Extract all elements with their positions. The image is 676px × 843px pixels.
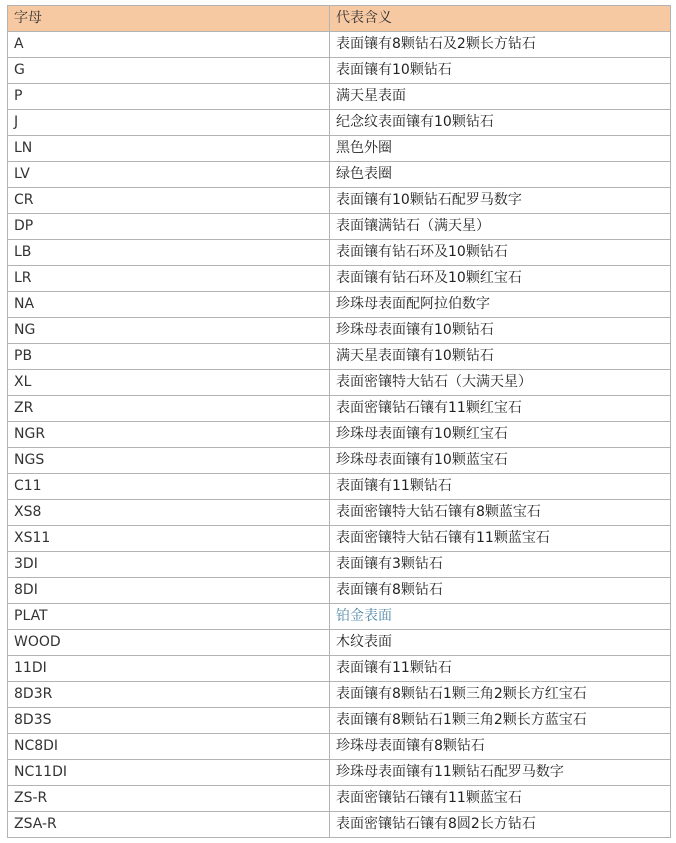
table-row (8, 526, 671, 552)
table-row (8, 344, 671, 370)
row-meaning: 表面镶有8颗钻石及2颗长方钻石 (330, 32, 671, 58)
row-code: A (8, 32, 330, 58)
table-row (8, 708, 671, 734)
row-meaning: 纪念纹表面镶有10颗钻石 (330, 110, 671, 136)
table-row (8, 656, 671, 682)
table-row (8, 474, 671, 500)
table-row (8, 84, 671, 110)
table-row (8, 812, 671, 838)
header-meaning: 代表含义 (330, 6, 671, 32)
row-meaning: 珍珠母表面配阿拉伯数字 (330, 292, 671, 318)
row-meaning: 黑色外圈 (330, 136, 671, 162)
row-code: NGS (8, 448, 330, 474)
table-row (8, 552, 671, 578)
table-row (8, 162, 671, 188)
table-row (8, 422, 671, 448)
row-code: J (8, 110, 330, 136)
table-row (8, 734, 671, 760)
row-meaning: 表面镶满钻石（满天星） (330, 214, 671, 240)
row-meaning: 表面镶有钻石环及10颗红宝石 (330, 266, 671, 292)
table-row (8, 188, 671, 214)
table-row (8, 760, 671, 786)
row-code: 8DI (8, 578, 330, 604)
header-letter: 字母 (8, 6, 330, 32)
row-meaning: 表面镶有11颗钻石 (330, 656, 671, 682)
table-row (8, 604, 671, 630)
table-body (8, 32, 671, 838)
row-code: LV (8, 162, 330, 188)
row-meaning: 珍珠母表面镶有10颗钻石 (330, 318, 671, 344)
row-code: 8D3S (8, 708, 330, 734)
row-meaning: 珍珠母表面镶有10颗红宝石 (330, 422, 671, 448)
row-code: ZR (8, 396, 330, 422)
row-code: PB (8, 344, 330, 370)
row-meaning: 表面密镶特大钻石（大满天星） (330, 370, 671, 396)
row-code: PLAT (8, 604, 330, 630)
table-row (8, 396, 671, 422)
row-meaning: 表面密镶钻石镶有11颗红宝石 (330, 396, 671, 422)
row-meaning: 表面镶有10颗钻石 (330, 58, 671, 84)
table-row (8, 214, 671, 240)
row-code: ZSA-R (8, 812, 330, 838)
row-code: 3DI (8, 552, 330, 578)
watch-code-table (7, 5, 671, 838)
table-header-row (8, 6, 671, 32)
row-code: NG (8, 318, 330, 344)
table-row (8, 318, 671, 344)
row-code: P (8, 84, 330, 110)
table-row (8, 448, 671, 474)
row-meaning: 木纹表面 (330, 630, 671, 656)
row-code: NC11DI (8, 760, 330, 786)
table-row (8, 110, 671, 136)
row-meaning: 表面密镶特大钻石镶有8颗蓝宝石 (330, 500, 671, 526)
table-row (8, 136, 671, 162)
row-code: XS8 (8, 500, 330, 526)
row-code: 8D3R (8, 682, 330, 708)
table-row (8, 292, 671, 318)
table-row (8, 240, 671, 266)
row-code: XL (8, 370, 330, 396)
table-row (8, 500, 671, 526)
row-code: LN (8, 136, 330, 162)
row-meaning: 表面镶有8颗钻石1颗三角2颗长方蓝宝石 (330, 708, 671, 734)
row-meaning: 珍珠母表面镶有11颗钻石配罗马数字 (330, 760, 671, 786)
row-meaning: 表面镶有8颗钻石 (330, 578, 671, 604)
row-meaning: 表面密镶钻石镶有8圆2长方钻石 (330, 812, 671, 838)
row-meaning: 珍珠母表面镶有10颗蓝宝石 (330, 448, 671, 474)
row-meaning: 表面镶有8颗钻石1颗三角2颗长方红宝石 (330, 682, 671, 708)
row-meaning: 绿色表圈 (330, 162, 671, 188)
row-code: NA (8, 292, 330, 318)
row-code: 11DI (8, 656, 330, 682)
row-meaning: 表面密镶特大钻石镶有11颗蓝宝石 (330, 526, 671, 552)
table-row (8, 786, 671, 812)
row-code: DP (8, 214, 330, 240)
row-meaning: 表面镶有10颗钻石配罗马数字 (330, 188, 671, 214)
row-code: ZS-R (8, 786, 330, 812)
row-code: G (8, 58, 330, 84)
row-code: NC8DI (8, 734, 330, 760)
row-code: CR (8, 188, 330, 214)
row-code: C11 (8, 474, 330, 500)
row-code: LR (8, 266, 330, 292)
table-row (8, 32, 671, 58)
row-meaning: 表面镶有11颗钻石 (330, 474, 671, 500)
table-row (8, 58, 671, 84)
row-meaning-link[interactable]: 铂金表面 (330, 604, 671, 630)
table-row (8, 682, 671, 708)
row-code: NGR (8, 422, 330, 448)
table-row (8, 630, 671, 656)
table-row (8, 370, 671, 396)
row-meaning: 珍珠母表面镶有8颗钻石 (330, 734, 671, 760)
row-meaning: 表面镶有3颗钻石 (330, 552, 671, 578)
table-row (8, 266, 671, 292)
row-meaning: 表面镶有钻石环及10颗钻石 (330, 240, 671, 266)
row-meaning: 满天星表面 (330, 84, 671, 110)
row-meaning: 表面密镶钻石镶有11颗蓝宝石 (330, 786, 671, 812)
table-row (8, 578, 671, 604)
row-code: LB (8, 240, 330, 266)
row-meaning: 满天星表面镶有10颗钻石 (330, 344, 671, 370)
row-code: XS11 (8, 526, 330, 552)
row-code: WOOD (8, 630, 330, 656)
